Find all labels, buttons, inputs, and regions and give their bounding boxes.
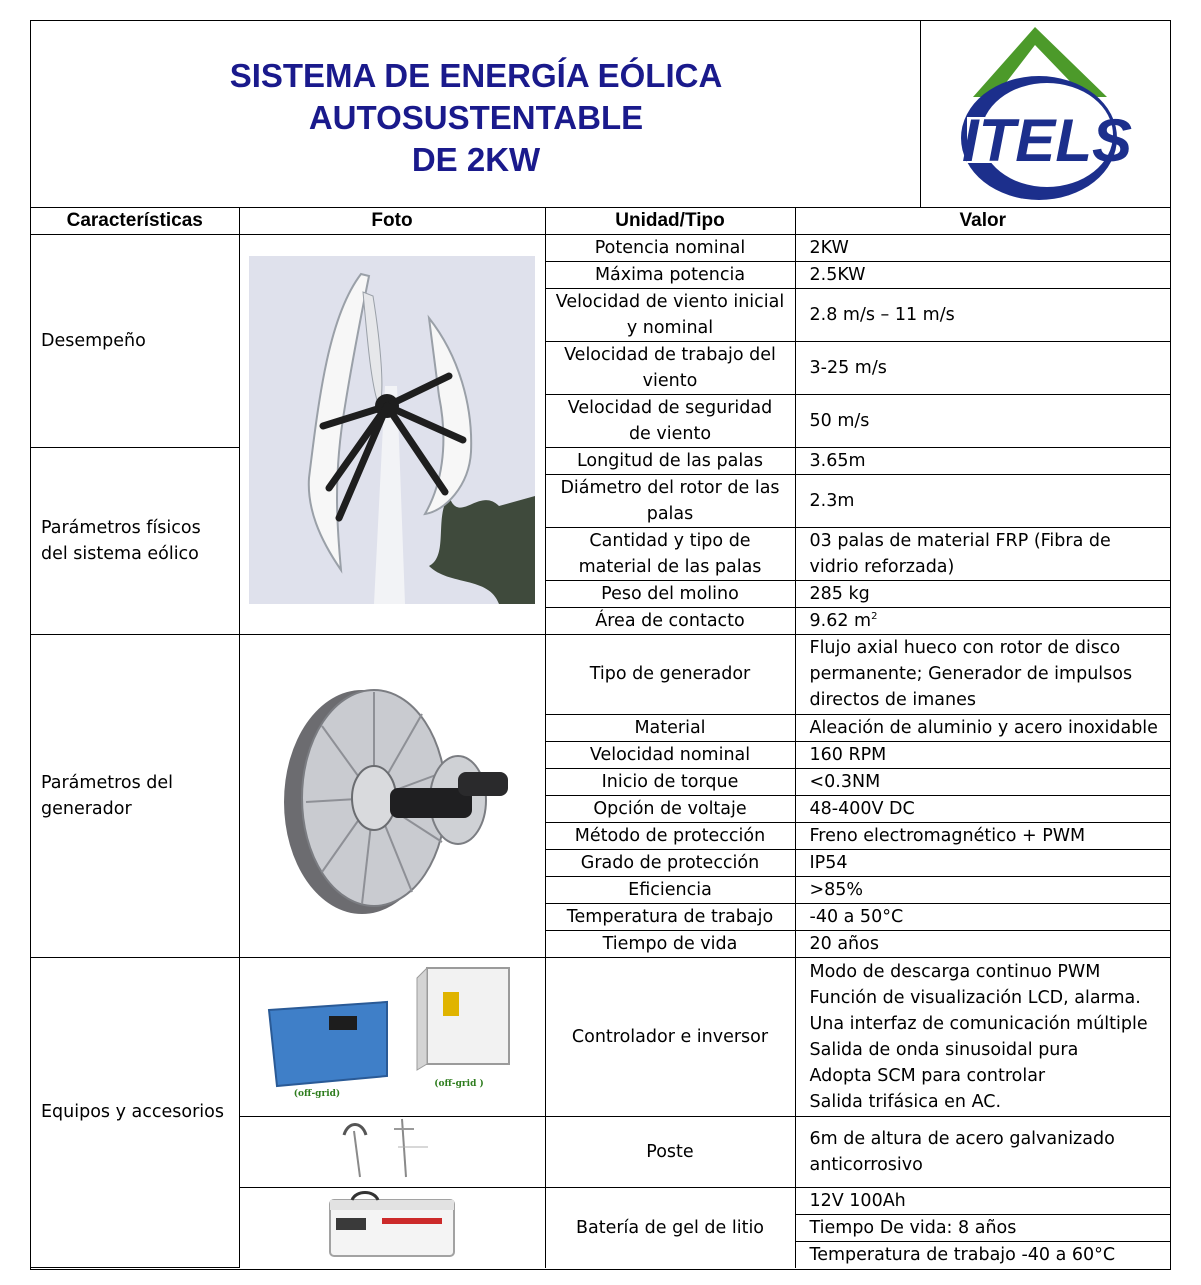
value-cell: 48-400V DC (795, 795, 1170, 822)
table-row (31, 447, 1170, 474)
col-header-valor: Valor (795, 208, 1170, 234)
value-superscript: 2 (871, 610, 878, 622)
pole-left (354, 1131, 360, 1177)
value-cell: 285 kg (795, 580, 1170, 607)
battery-label (336, 1218, 366, 1230)
value-cell: >85% (795, 876, 1170, 903)
unit-cell: Área de contacto (545, 607, 795, 634)
value-line: Una interfaz de comunicación múltiple (809, 1013, 1148, 1034)
itels-logo (953, 25, 1143, 203)
unit-line: de viento (628, 423, 712, 444)
logo-text: ITELS (961, 107, 1133, 174)
unit-line: palas (646, 503, 694, 524)
title-line-3: DE 2KW (411, 141, 541, 178)
inverter-box (427, 968, 509, 1064)
value-cell: Aleación de aluminio y acero inoxidable (795, 714, 1170, 741)
unit-cell: Tipo de generador (545, 634, 795, 714)
controller-inverter-image (247, 958, 537, 1108)
value-line: Salida trifásica en AC. (809, 1091, 1002, 1112)
unit-cell: Método de protección (545, 822, 795, 849)
value-cell: -40 a 50°C (795, 903, 1170, 930)
value-cell (795, 607, 1170, 634)
value-line: vidrio reforzada) (809, 556, 955, 577)
value-line: 03 palas de material FRP (Fibra de (809, 530, 1111, 551)
controller-box (269, 1002, 387, 1086)
value-cell: 3-25 m/s (795, 341, 1170, 394)
value-cell: 2.5KW (795, 261, 1170, 288)
unit-line: Velocidad de seguridad (567, 397, 773, 418)
value-cell (795, 1116, 1170, 1187)
value-line: 6m de altura de acero galvanizado (809, 1128, 1115, 1149)
generator-photo-cell (239, 634, 545, 957)
unit-cell: Peso del molino (545, 580, 795, 607)
unit-cell: Eficiencia (545, 876, 795, 903)
value-line: 12V 100Ah (796, 1188, 1171, 1215)
title-line-2: AUTOSUSTENTABLE (308, 99, 644, 136)
unit-cell (545, 341, 795, 394)
generator-shaft-end (458, 772, 508, 796)
value-cell: 2KW (795, 234, 1170, 261)
battery-lid (330, 1200, 454, 1210)
table-header-row (31, 208, 1170, 234)
value-cell: 20 años (795, 930, 1170, 957)
value-cell (795, 1187, 1170, 1268)
unit-cell: Máxima potencia (545, 261, 795, 288)
unit-line: Velocidad de viento inicial (555, 291, 785, 312)
generator-image (262, 652, 522, 932)
unit-cell: Opción de voltaje (545, 795, 795, 822)
controller-lcd (329, 1016, 357, 1030)
section-fisicos: Parámetros físicos del sistema eólico (31, 447, 239, 634)
value-line: Adopta SCM para controlar (809, 1065, 1046, 1086)
value-cell: <0.3NM (795, 768, 1170, 795)
value-cell: 160 RPM (795, 741, 1170, 768)
unit-cell: Temperatura de trabajo (545, 903, 795, 930)
turbine-photo-cell (239, 234, 545, 634)
battery-stripe (382, 1218, 442, 1224)
unit-line: Cantidad y tipo de (589, 530, 751, 551)
logo-cell (920, 21, 1171, 207)
value-cell (795, 527, 1170, 580)
value-cell: Freno electromagnético + PWM (795, 822, 1170, 849)
table-row (31, 234, 1170, 261)
unit-cell: Material (545, 714, 795, 741)
battery-handle (352, 1192, 378, 1200)
generator-center (352, 766, 396, 830)
value-line: Temperatura de trabajo -40 a 60°C (809, 1244, 1116, 1265)
unit-cell (545, 474, 795, 527)
section-equipos: Equipos y accesorios (31, 957, 239, 1268)
spec-sheet (30, 20, 1171, 1270)
unit-line: y nominal (626, 317, 714, 338)
unit-cell: Batería de gel de litio (545, 1187, 795, 1268)
unit-line: viento (642, 370, 698, 391)
unit-line: Diámetro del rotor de las (560, 477, 780, 498)
section-desempeno: Desempeño (31, 234, 239, 447)
value-line: anticorrosivo (809, 1154, 923, 1175)
pole-image (332, 1117, 452, 1179)
unit-cell: Poste (545, 1116, 795, 1187)
value-text: 9.62 m (809, 610, 872, 631)
battery-image (322, 1188, 462, 1260)
inverter-side (417, 968, 427, 1070)
unit-cell: Velocidad nominal (545, 741, 795, 768)
table-row (31, 957, 1170, 1116)
unit-cell: Controlador e inversor (545, 957, 795, 1116)
value-line: directos de imanes (809, 690, 976, 710)
value-cell (795, 957, 1170, 1116)
controller-photo-cell (239, 957, 545, 1116)
unit-cell: Longitud de las palas (545, 447, 795, 474)
col-header-unidad: Unidad/Tipo (545, 208, 795, 234)
value-line: permanente; Generador de impulsos (809, 664, 1133, 684)
value-line: Modo de descarga continuo PWM (809, 961, 1101, 982)
value-line: Salida de onda sinusoidal pura (809, 1039, 1079, 1060)
value-cell: 3.65m (795, 447, 1170, 474)
pole-right (402, 1119, 406, 1177)
table-row (31, 634, 1170, 714)
spec-table (31, 208, 1170, 1268)
page-title (31, 55, 921, 181)
col-header-caracteristicas: Características (31, 208, 239, 234)
value-line: Tiempo De vida: 8 años (796, 1215, 1171, 1242)
header (31, 21, 1170, 208)
value-cell: 50 m/s (795, 394, 1170, 447)
value-cell: 2.3m (795, 474, 1170, 527)
unit-cell (545, 394, 795, 447)
section-generador: Parámetros del generador (31, 634, 239, 957)
inverter-panel (443, 992, 459, 1016)
unit-line: material de las palas (578, 556, 762, 577)
unit-cell (545, 288, 795, 341)
unit-cell: Inicio de torque (545, 768, 795, 795)
battery-photo-cell (239, 1187, 545, 1268)
wind-turbine-image (249, 256, 535, 604)
value-line: Flujo axial hueco con rotor de disco (809, 638, 1121, 658)
controller-caption: (off-grid) (293, 1088, 341, 1099)
pole-photo-cell (239, 1116, 545, 1187)
value-cell: 2.8 m/s – 11 m/s (795, 288, 1170, 341)
unit-cell: Grado de protección (545, 849, 795, 876)
unit-cell (545, 527, 795, 580)
value-line: Función de visualización LCD, alarma. (809, 987, 1141, 1008)
inverter-caption: (off-grid ) (434, 1078, 484, 1089)
col-header-foto: Foto (239, 208, 545, 234)
title-line-1: SISTEMA DE ENERGÍA EÓLICA (229, 57, 723, 94)
unit-cell: Potencia nominal (545, 234, 795, 261)
unit-line: Velocidad de trabajo del (564, 344, 776, 365)
value-cell: IP54 (795, 849, 1170, 876)
value-cell (795, 634, 1170, 714)
unit-cell: Tiempo de vida (545, 930, 795, 957)
